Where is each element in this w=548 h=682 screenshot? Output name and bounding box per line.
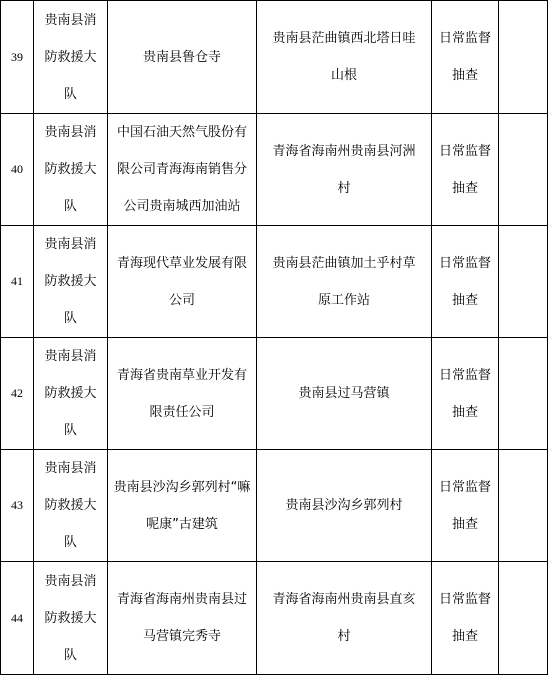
check-type-text: 日常监督抽查 [438, 143, 491, 196]
name-text: 贵南县沙沟乡郭列村“嘛呢康”古建筑 [113, 479, 251, 532]
name-cell [108, 450, 257, 562]
row-number: 43 [1, 450, 34, 562]
name-text: 青海省贵南草业开发有限责任公司 [116, 367, 247, 420]
row-number: 41 [1, 226, 34, 338]
empty-cell [499, 226, 548, 338]
unit-cell [34, 338, 108, 450]
row-number: 44 [1, 562, 34, 675]
name-text: 青海现代草业发展有限公司 [116, 255, 247, 308]
check-type-cell [432, 562, 499, 675]
name-cell [108, 1, 257, 114]
empty-cell [499, 1, 548, 114]
address-cell [257, 450, 432, 562]
check-type-cell [432, 114, 499, 226]
check-type-text: 日常监督抽查 [438, 592, 491, 644]
check-type-cell [432, 1, 499, 114]
check-type-text: 日常监督抽查 [438, 31, 491, 83]
unit-cell [34, 562, 108, 675]
address-cell [257, 338, 432, 450]
check-type-text: 日常监督抽查 [438, 255, 491, 308]
row-number: 40 [1, 114, 34, 226]
check-type-cell [432, 450, 499, 562]
name-cell [108, 338, 257, 450]
row-number: 42 [1, 338, 34, 450]
name-cell [108, 226, 257, 338]
unit-text: 贵南县消防救援大队 [44, 573, 97, 663]
address-cell [257, 114, 432, 226]
empty-cell [499, 114, 548, 226]
table-row [1, 114, 548, 226]
table-row [1, 450, 548, 562]
name-text: 贵南县鲁仓寺 [142, 49, 221, 65]
unit-text: 贵南县消防救援大队 [44, 461, 97, 550]
address-text: 贵南县茫曲镇西北塔日哇山根 [272, 31, 416, 83]
unit-text: 贵南县消防救援大队 [44, 125, 97, 214]
check-type-cell [432, 338, 499, 450]
address-cell [257, 226, 432, 338]
empty-cell [499, 338, 548, 450]
unit-cell [34, 114, 108, 226]
unit-text: 贵南县消防救援大队 [44, 237, 97, 326]
check-type-text: 日常监督抽查 [438, 367, 491, 420]
empty-cell [499, 450, 548, 562]
unit-text: 贵南县消防救援大队 [44, 12, 97, 102]
empty-cell [499, 562, 548, 675]
check-type-cell [432, 226, 499, 338]
table-row [1, 338, 548, 450]
unit-cell [34, 450, 108, 562]
name-cell [108, 562, 257, 675]
address-text: 青海省海南州贵南县直亥村 [272, 592, 416, 644]
address-text: 贵南县沙沟乡郭列村 [285, 498, 403, 513]
name-text: 青海省海南州贵南县过马营镇完秀寺 [116, 592, 247, 644]
address-cell [257, 1, 432, 114]
check-type-text: 日常监督抽查 [438, 479, 491, 532]
table-row [1, 562, 548, 675]
unit-cell [34, 1, 108, 114]
unit-cell [34, 226, 108, 338]
unit-text: 贵南县消防救援大队 [44, 349, 97, 438]
row-number: 39 [1, 1, 34, 114]
address-text: 贵南县茫曲镇加土乎村草原工作站 [272, 255, 416, 308]
table-row [1, 1, 548, 114]
table-row [1, 226, 548, 338]
address-text: 贵南县过马营镇 [298, 386, 390, 401]
name-cell [108, 114, 257, 226]
name-text: 中国石油天然气股份有限公司青海海南销售分公司贵南城西加油站 [116, 125, 247, 214]
address-cell [257, 562, 432, 675]
address-text: 青海省海南州贵南县河洲村 [272, 143, 416, 196]
